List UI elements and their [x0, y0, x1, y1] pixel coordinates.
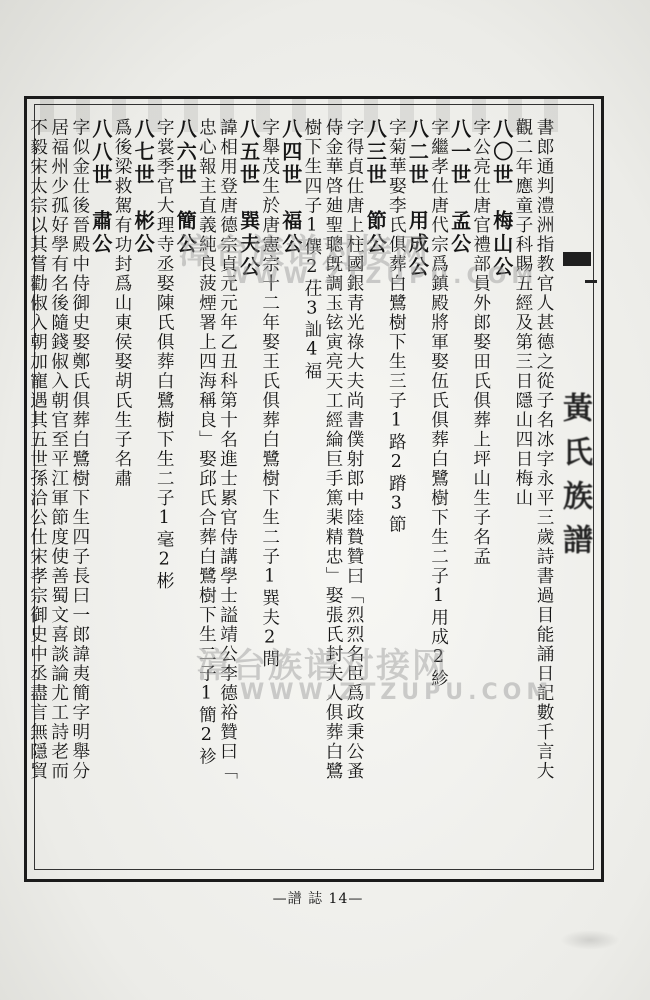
generation-heading: 八二世 用成公	[405, 118, 430, 279]
generation-heading: 八三世 節公	[363, 118, 388, 256]
text-column: 爲後梁救駕有功封爲山東侯娶胡氏生子名肅	[112, 118, 132, 489]
watermark-url: WWW.ZTZUPU.COM	[240, 680, 554, 705]
watermark-text: 漳台族谱对接网	[196, 646, 448, 686]
text-column: 侍金華啓廸聖聰旣調玉铉寅亮天工經綸巨手篤棐精忠」娶張氏封夫人俱葬白鷺	[323, 118, 343, 781]
page-footer: —譜 誌 14—	[272, 891, 364, 907]
scan-smudge	[560, 930, 620, 950]
title-rule	[585, 280, 597, 283]
generation-heading: 八〇世 梅山公	[489, 118, 514, 279]
text-column: 字裳季官大理寺丞娶陳氏俱葬白鷺樹下生二子1毫2彬	[154, 118, 175, 591]
generation-heading: 八六世 簡公	[173, 118, 198, 256]
text-column: 不毅宋太宗以其嘗勸俶入朝加寵遇其五世孫洽公仕宋孝宗御史中丞盡言無隱貿	[27, 118, 48, 781]
text-column: 字繼孝仕唐代宗爲鎮殿將軍娶伍氏俱葬白鷺樹下生二子1用成2紾	[428, 118, 449, 689]
generation-heading: 八七世 彬公	[131, 118, 156, 256]
text-column: 樹下生四子1僎2茌3訕4福	[301, 118, 322, 382]
text-column: 忠心報主直義純良菠煙署上四海稱良」娶邱氏合葬白鷺樹下生二子1簡2袗	[196, 118, 217, 767]
text-column: 觀二年應童子科賜五經及第三日隱山四日梅山	[512, 118, 533, 508]
text-column: 字公亮仕唐官禮部員外郎娶田氏俱葬上坪山生子名孟	[470, 118, 491, 567]
watermark-text: 漳台族谱对接网	[178, 232, 430, 272]
page-title: 黃氏族譜	[557, 392, 592, 568]
text-column: 居福州少孤好學有名後隨錢俶入朝官至平江軍節度使善蜀文喜談論尤工詩老而	[48, 118, 69, 781]
text-column: 字得貞仕唐上柱國銀青光祿大夫尚書僕射郎中陸贄贊曰「烈烈名臣爲政秉公蚤	[344, 118, 365, 781]
title-mark	[563, 252, 591, 266]
generation-heading: 八四世 福公	[278, 118, 303, 256]
text-column: 諱相用登唐德宗貞元元年乙丑科第十名進士累官侍講學士謚靖公李德裕贊曰「	[217, 118, 238, 781]
generation-heading: 八一世 孟公	[447, 118, 472, 256]
text-column: 書郎通判澧洲指教官人甚德之從子名冰字永平三歲詩書過目能誦日記數千言大	[534, 118, 554, 781]
text-column: 字舉茂生於唐憲宗十二年娶王氏俱葬白鷺樹下生二子1巽夫2間	[259, 118, 280, 669]
generation-heading: 八八世 肅公	[88, 118, 113, 256]
generation-heading: 八五世 巽夫公	[236, 118, 261, 279]
watermark-url: WWW.ZTZUPU.COM	[225, 264, 539, 289]
text-column: 字似金仕後晉殿中侍御史娶鄭氏俱葬白鷺樹下生四子長曰一郎諱夷簡字明舉分	[69, 118, 90, 781]
text-column: 字菊華娶李氏俱葬白鷺樹下生三子1路2蹐3節	[386, 118, 407, 535]
